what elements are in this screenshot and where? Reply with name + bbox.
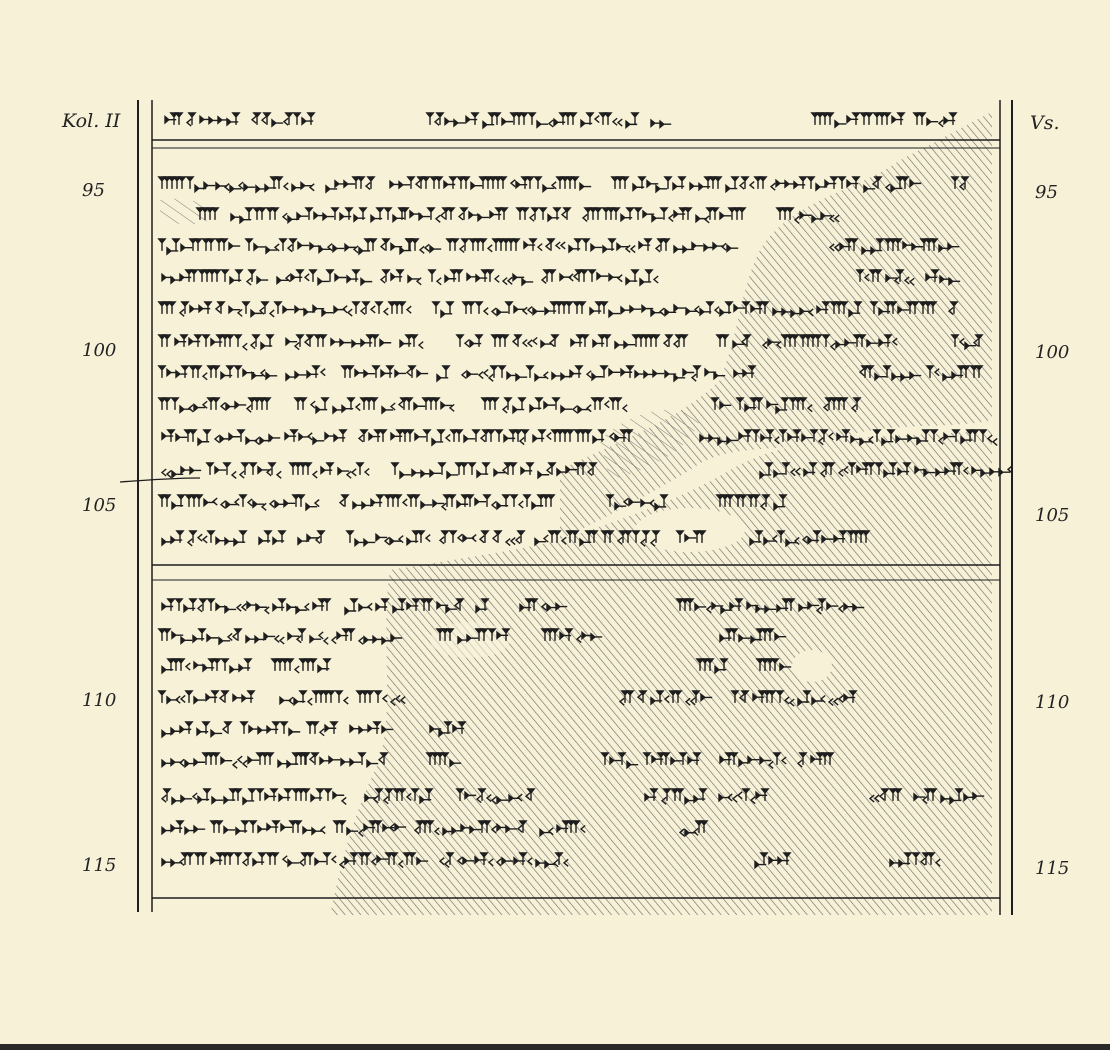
- line-number-right-105: 105: [1035, 505, 1070, 526]
- damaged-surface-hatching: [160, 112, 992, 915]
- undamaged-patch-1: [635, 508, 745, 552]
- line-number-right-110: 110: [1035, 692, 1070, 713]
- damage-area-lower: [330, 430, 992, 915]
- line-number-left-100: 100: [82, 340, 117, 361]
- line-number-left-105: 105: [82, 495, 117, 516]
- undamaged-patch-3: [430, 622, 510, 658]
- damage-area-topleft-fleck: [160, 199, 211, 225]
- guide-stroke: [120, 478, 200, 482]
- scan-bottom-edge: [0, 1044, 1110, 1050]
- undamaged-patch-2: [792, 650, 832, 682]
- line-number-right-95: 95: [1035, 182, 1058, 203]
- line-number-left-95: 95: [82, 180, 105, 201]
- line-number-right-100: 100: [1035, 342, 1070, 363]
- line-number-left-115: 115: [82, 855, 117, 876]
- line-number-left-110: 110: [82, 690, 117, 711]
- column-label-right: Vs.: [1030, 112, 1060, 134]
- line-number-right-115: 115: [1035, 858, 1070, 879]
- column-label-left: Kol. II: [62, 110, 121, 132]
